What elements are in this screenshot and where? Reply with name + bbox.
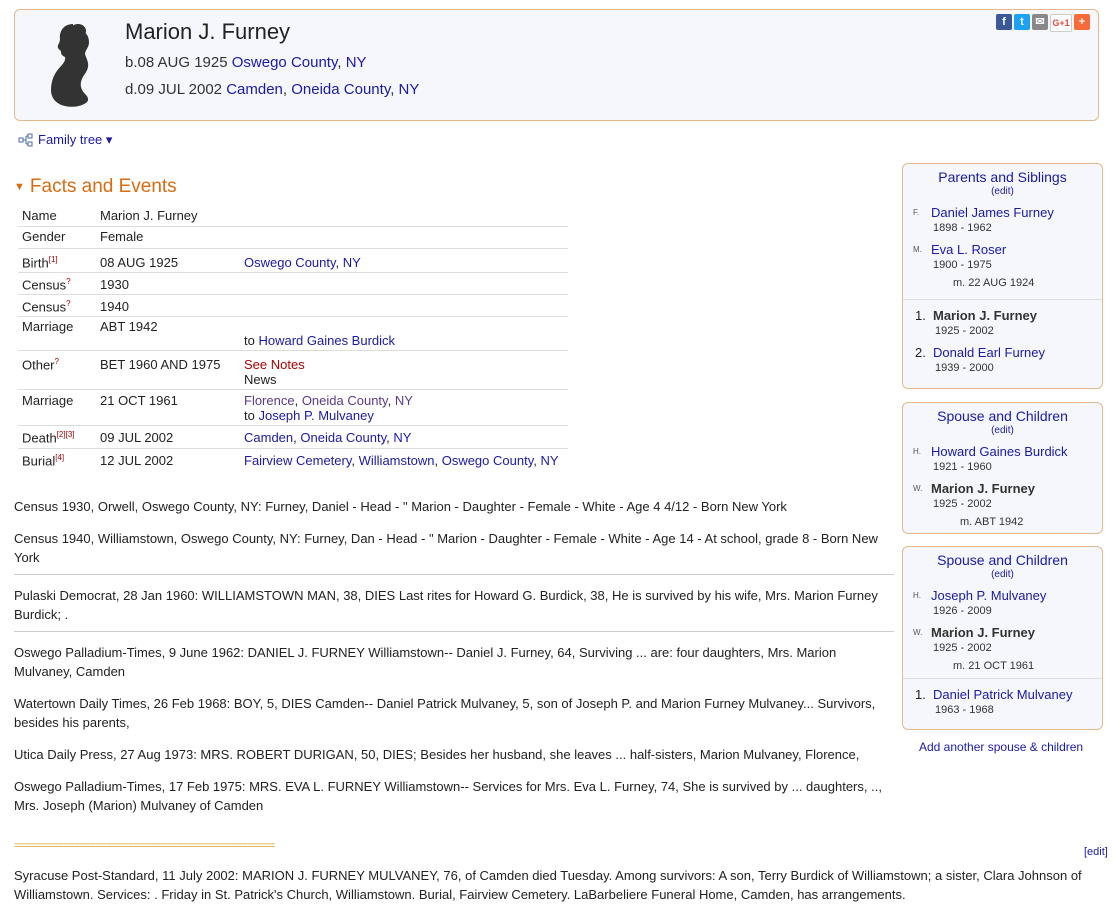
table-row: Marriage ABT 1942 to Howard Gaines Burdick (18, 317, 568, 351)
husband-link[interactable]: Joseph P. Mulvaney (931, 588, 1047, 603)
edit-notes-link[interactable]: [edit] (1084, 846, 1108, 858)
table-row: Name Marion J. Furney (18, 206, 568, 226)
citation-link[interactable]: ? (54, 357, 59, 367)
marriage-date: m. ABT 1942 (960, 516, 1024, 528)
table-row: Other? BET 1960 AND 1975 See Notes News (18, 351, 568, 390)
marriage-date: m. 21 OCT 1961 (953, 660, 1035, 672)
parents-siblings-box: Parents and Siblings (edit) F. Daniel James Furney 1898 - 1962 M. Eva L. Roser 1900 - 1975 m. 22 AUG 1924 1. Marion J. Furney 1925 - 2002 2. Donald Earl Furney 1939 - 2000 (902, 163, 1103, 389)
table-row: Census? 1940 (18, 295, 568, 317)
cemetery-link[interactable]: Fairview Cemetery (244, 452, 352, 468)
birth-date: b.08 AUG 1925 (125, 54, 228, 71)
note-paragraph: Syracuse Post-Standard, 11 July 2002: MARION J. FURNEY MULVANEY, 76, of Camden died Tuesday. Among survivors: A son, Terry Burdick of Williamstown; a sister, Clara Johnson of Williamstown. Services: . Friday in St. Patrick's Church, Williamstown. Burial, Fairview Cemetery. LaBarbeliere Funeral Home, Camden, has arrangements. (14, 868, 1082, 902)
note-paragraph: Utica Daily Press, 27 Aug 1973: MRS. ROBERT DURIGAN, 50, DIES; Besides her husband, she leaves ... half-sisters, Marion Mulvaney, Florence, (14, 747, 860, 762)
family-tree-menu[interactable] (18, 132, 112, 148)
note-paragraph: Oswego Palladium-Times, 9 June 1962: DANIEL J. FURNEY Williamstown-- Daniel J. Furney, 64, Surviving ... are: four daughters, Mrs. Marion Mulvaney, Camden (14, 645, 837, 679)
spouse-link[interactable]: Joseph P. Mulvaney (258, 408, 374, 424)
death-date: d.09 JUL 2002 (125, 81, 223, 98)
marriage-city-link[interactable]: Florence (244, 393, 295, 409)
spouse-link[interactable]: Howard Gaines Burdick (258, 333, 396, 349)
notes-section (14, 497, 894, 828)
table-row: Birth[1] 08 AUG 1925 Oswego County, NY (18, 248, 568, 272)
twitter-icon[interactable]: t (1014, 14, 1030, 30)
email-icon[interactable]: ✉ (1032, 14, 1048, 30)
death-county-link[interactable]: Oneida County (300, 430, 387, 446)
person-header (14, 9, 1099, 121)
facts-section-title[interactable]: ▼ Facts and Events (14, 176, 177, 197)
box-title: Spouse and Children (937, 552, 1068, 568)
birth-county-link[interactable]: Oswego County (231, 54, 338, 71)
citation-link[interactable]: [1] (48, 254, 58, 264)
divider (903, 299, 1102, 300)
box-title: Parents and Siblings (938, 169, 1067, 185)
table-row: Marriage 21 OCT 1961 Florence, Oneida County, NY to Joseph P. Mulvaney (18, 390, 568, 426)
death-city-link[interactable]: Camden (244, 430, 294, 446)
divider (14, 631, 894, 632)
marriage-state-link[interactable]: NY (394, 393, 413, 409)
edit-link[interactable]: (edit) (991, 425, 1014, 436)
add-spouse-link[interactable]: Add another spouse & children (919, 740, 1084, 754)
death-county-link[interactable]: Oneida County (291, 81, 391, 98)
collapse-triangle-icon: ▼ (14, 181, 25, 193)
note-paragraph: Oswego Palladium-Times, 17 Feb 1975: MRS. EVA L. FURNEY Williamstown-- Services for Mrs. Eva L. Furney, 74, She is survived by ... daughters, .., Mrs. Joseph (Marion) Mulvaney of Camden (14, 779, 882, 813)
sibling-link[interactable]: Donald Earl Furney (933, 345, 1045, 360)
table-row: Burial[4] 12 JUL 2002 Fairview Cemetery, Williamstown, Oswego County, NY (22, 452, 559, 469)
child-link[interactable]: Daniel Patrick Mulvaney (933, 687, 1073, 702)
marriage-date: m. 22 AUG 1924 (953, 277, 1035, 289)
birth-county-link[interactable]: Oswego County (244, 254, 336, 270)
person-name: Marion J. Furney (125, 19, 291, 44)
table-row: Death[2][3] 09 JUL 2002 Camden, Oneida County, NY (18, 426, 568, 448)
note-paragraph: Census 1930, Orwell, Oswego County, NY: Furney, Daniel - Head - " Marion - Daughter - Female - White - Age 4 4/12 - Born New York (14, 499, 787, 514)
family-tree-icon (18, 133, 34, 147)
citation-link[interactable]: ? (66, 276, 71, 286)
note-paragraph: Pulaski Democrat, 28 Jan 1960: WILLIAMSTOWN MAN, 38, DIES Last rites for Howard G. Burdick, 38, He is survived by his wife, Mrs. Marion Furney Burdick; . (14, 588, 878, 622)
wife-name: Marion J. Furney (931, 625, 1036, 640)
edit-link[interactable]: (edit) (991, 186, 1014, 197)
wife-name: Marion J. Furney (931, 481, 1036, 496)
google-plus-icon[interactable]: G+1 (1050, 14, 1072, 32)
table-row: Census? 1930 (18, 272, 568, 294)
death-state-link[interactable]: NY (393, 430, 412, 446)
facebook-icon[interactable]: f (996, 14, 1012, 30)
female-silhouette-icon (45, 22, 99, 108)
father-link[interactable]: Daniel James Furney (931, 205, 1054, 220)
table-row: Gender Female (18, 226, 568, 248)
husband-link[interactable]: Howard Gaines Burdick (931, 444, 1068, 459)
divider (14, 574, 894, 575)
edit-link[interactable]: (edit) (991, 569, 1014, 580)
facts-table (18, 206, 568, 470)
death-line: d.09 JUL 2002 Camden, Oneida County, NY (125, 81, 420, 98)
birth-state-link[interactable]: NY (342, 254, 361, 270)
citation-link[interactable]: [2][3] (56, 430, 75, 440)
death-city-link[interactable]: Camden (226, 81, 283, 98)
spouse-children-box-1: Spouse and Children (edit) H. Howard Gaines Burdick 1921 - 1960 W. Marion J. Furney 1925 - 2002 m. ABT 1942 (902, 402, 1103, 534)
burial-city-link[interactable]: Williamstown (358, 452, 435, 468)
self-name: Marion J. Furney (933, 308, 1038, 323)
separator-line: ================================================ (14, 840, 275, 852)
burial-state-link[interactable]: NY (540, 452, 559, 468)
share-buttons (996, 14, 1090, 32)
citation-link[interactable]: [4] (55, 452, 65, 462)
family-tree-link[interactable]: Family tree ▾ (38, 132, 113, 147)
birth-line: b.08 AUG 1925 Oswego County, NY (125, 54, 367, 71)
box-title: Spouse and Children (937, 408, 1068, 424)
divider (903, 678, 1102, 679)
death-state-link[interactable]: NY (398, 81, 420, 98)
mother-link[interactable]: Eva L. Roser (931, 242, 1007, 257)
marriage-county-link[interactable]: Oneida County (301, 393, 388, 409)
see-notes-link[interactable]: See Notes (244, 357, 305, 373)
burial-county-link[interactable]: Oswego County (441, 452, 534, 468)
note-paragraph: Watertown Daily Times, 26 Feb 1968: BOY, 5, DIES Camden-- Daniel Patrick Mulvaney, 5, son of Joseph P. and Marion Furney Mulvaney... Survivors, besides his parents, (14, 696, 876, 730)
more-share-icon[interactable]: + (1074, 14, 1090, 30)
citation-link[interactable]: ? (66, 299, 71, 309)
spouse-children-box-2: Spouse and Children (edit) H. Joseph P. Mulvaney 1926 - 2009 W. Marion J. Furney 1925 - 2002 m. 21 OCT 1961 1. Daniel Patrick Mulvaney 1963 - 1968 (902, 546, 1103, 730)
birth-state-link[interactable]: NY (345, 54, 367, 71)
note-paragraph: Census 1940, Williamstown, Oswego County, NY: Furney, Dan - Head - " Marion - Daughter - Female - White - Age 14 - At school, grade 8 - Born New York (14, 531, 878, 565)
